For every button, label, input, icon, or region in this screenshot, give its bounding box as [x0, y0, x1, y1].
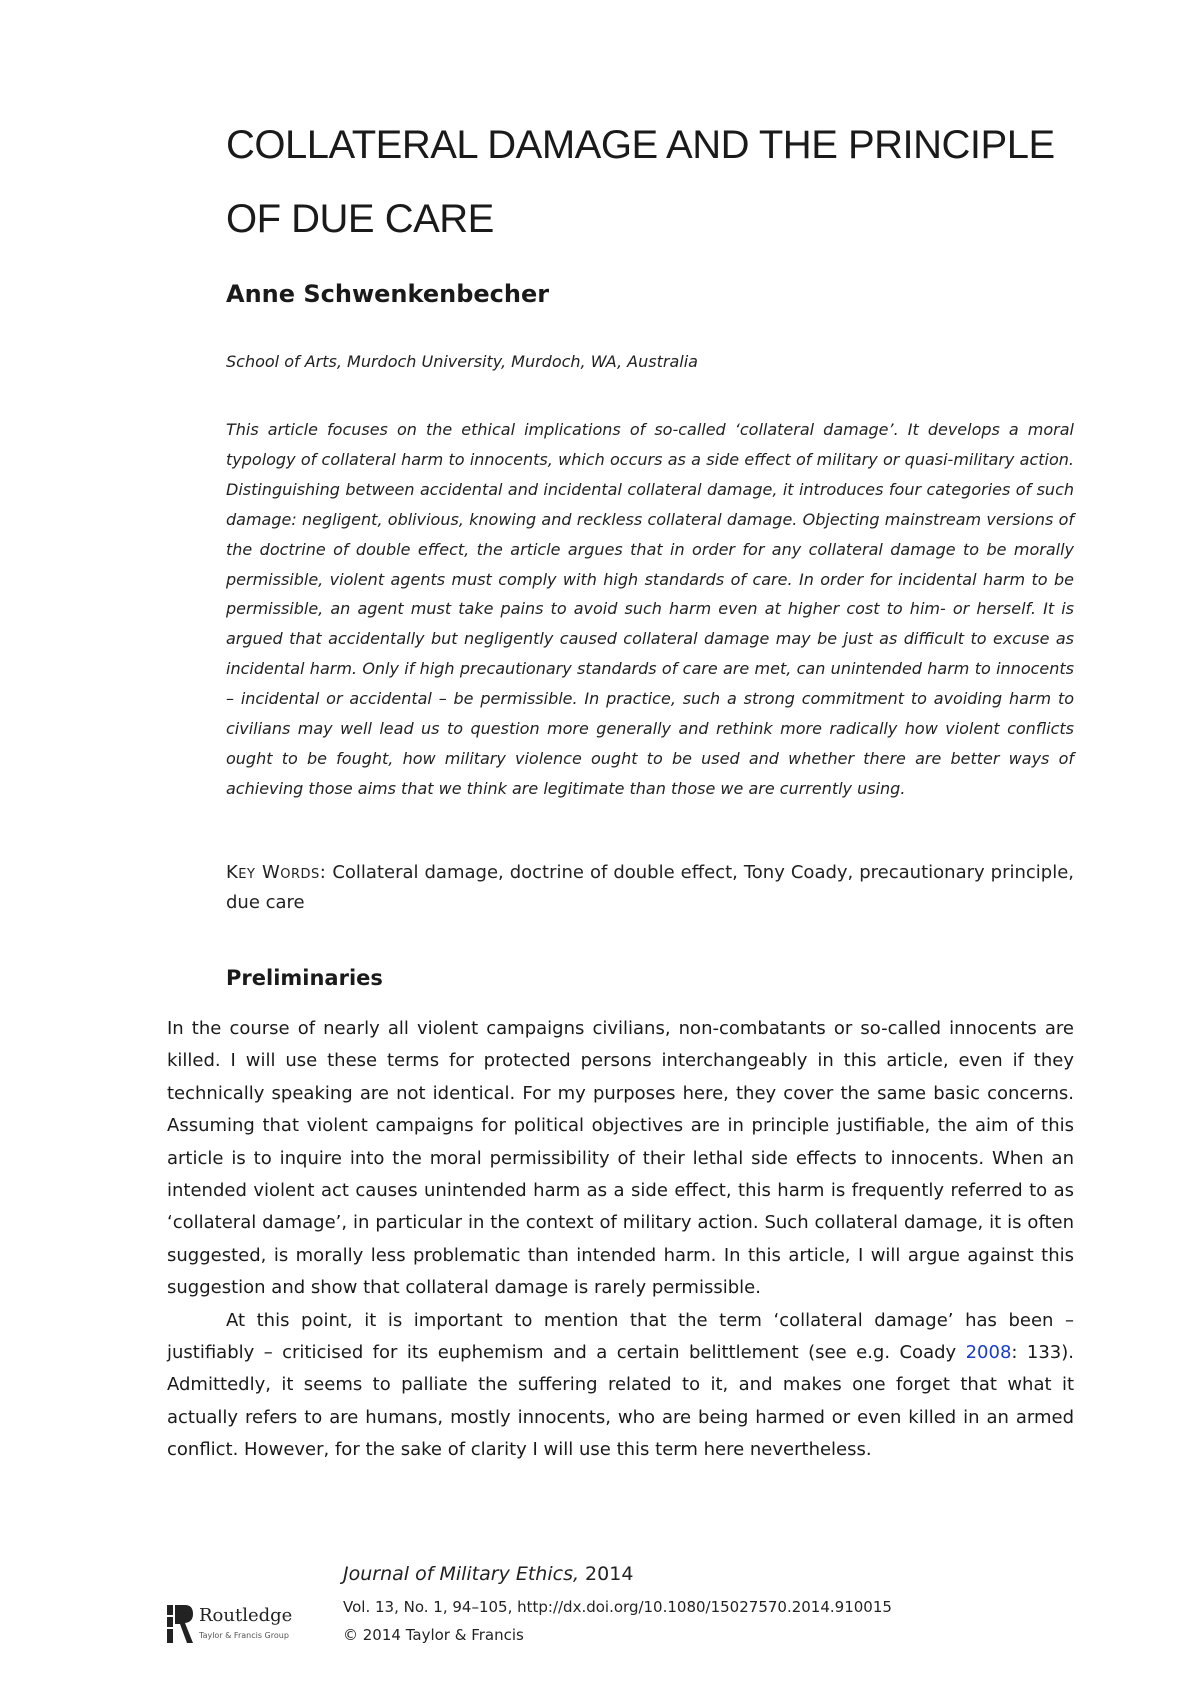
body-text: [167, 1013, 1074, 1467]
article-title: COLLATERAL DAMAGE AND THE PRINCIPLE OF DUE CARE: [226, 123, 1055, 241]
citation-link[interactable]: 2008: [965, 1342, 1012, 1364]
author-name: Anne Schwenkenbecher: [226, 280, 550, 308]
publisher-name: Routledge: [199, 1605, 293, 1626]
publisher-group: Taylor & Francis Group: [199, 1631, 289, 1640]
section-heading: Preliminaries: [226, 966, 383, 990]
body-paragraph: In the course of nearly all violent campaigns civilians, non-combatants or so-called innocents are killed. I will use these terms for protected persons interchangeably in this article, even if they technically speaking are not identical. For my purposes here, they cover the same basic concerns. Assuming that violent campaigns for political objectives are in principle justifiable, the aim of this article is to inquire into the moral permissibility of their lethal side effects to innocents. When an intended violent act causes unintended harm as a side effect, this harm is frequently referred to as ‘collateral damage’, in particular in the context of military action. Such collateral damage, it is often suggested, is morally less problematic than intended harm. In this article, I will argue against this suggestion and show that collateral damage is rarely permissible.: [167, 1018, 1074, 1299]
abstract: This article focuses on the ethical implications of so-called ‘collateral damage’. It develops a moral typology of collateral harm to innocents, which occurs as a side effect of military or quasi-military action. Distinguishing between accidental and incidental collateral damage, it introduces four categories of such damage: negligent, oblivious, knowing and reckless collateral damage. Objecting mainstream versions of the doctrine of double effect, the article argues that in order for any collateral damage to be morally permissible, violent agents must comply with high standards of care. In order for incidental harm to be permissible, an agent must take pains to avoid such harm even at higher cost to him- or herself. It is argued that accidentally but negligently caused collateral damage may be just as difficult to excuse as incidental harm. Only if high precautionary standards of care are met, can unintended harm to innocents – incidental or accidental – be permissible. In practice, such a strong commitment to avoiding harm to civilians may well lead us to question more generally and rethink more radically how violent conflicts ought to be fought, how military violence ought to be used and whether there are better ways of achieving those aims that we think are legitimate than those we are currently using.: [226, 420, 1074, 798]
journal-volume: Vol. 13, No. 1, 94–105, http://dx.doi.org/10.1080/15027570.2014.910015: [343, 1598, 892, 1616]
journal-year: 2014: [579, 1563, 634, 1585]
journal-name: [343, 1563, 633, 1585]
paragraph-text: At this point, it is important to mention that the term ‘collateral damage’ has been – justifiably – criticised for its euphemism and a certain belittlement (see e.g. Coady: [167, 1309, 1074, 1364]
routledge-logo-icon: [165, 1603, 197, 1645]
journal-copyright: © 2014 Taylor & Francis: [343, 1626, 524, 1644]
author-affiliation: School of Arts, Murdoch University, Murdoch, WA, Australia: [226, 352, 698, 371]
keywords: [226, 858, 1074, 918]
body-paragraph: [167, 1305, 1074, 1467]
paragraph-text: : 133). Admittedly, it seems to palliate the suffering related to it, and makes one forget that what it actually refers to are humans, mostly innocents, who are being harmed or even killed in an armed conflict. However, for the sake of clarity I will use this term here nevertheless.: [167, 1342, 1075, 1461]
publisher-logo: [165, 1603, 315, 1653]
keywords-text: Collateral damage, doctrine of double effect, Tony Coady, precautionary principle, due care: [226, 862, 1074, 913]
keywords-label: Key Words:: [226, 862, 327, 883]
journal-title: Journal of Military Ethics,: [343, 1563, 580, 1585]
